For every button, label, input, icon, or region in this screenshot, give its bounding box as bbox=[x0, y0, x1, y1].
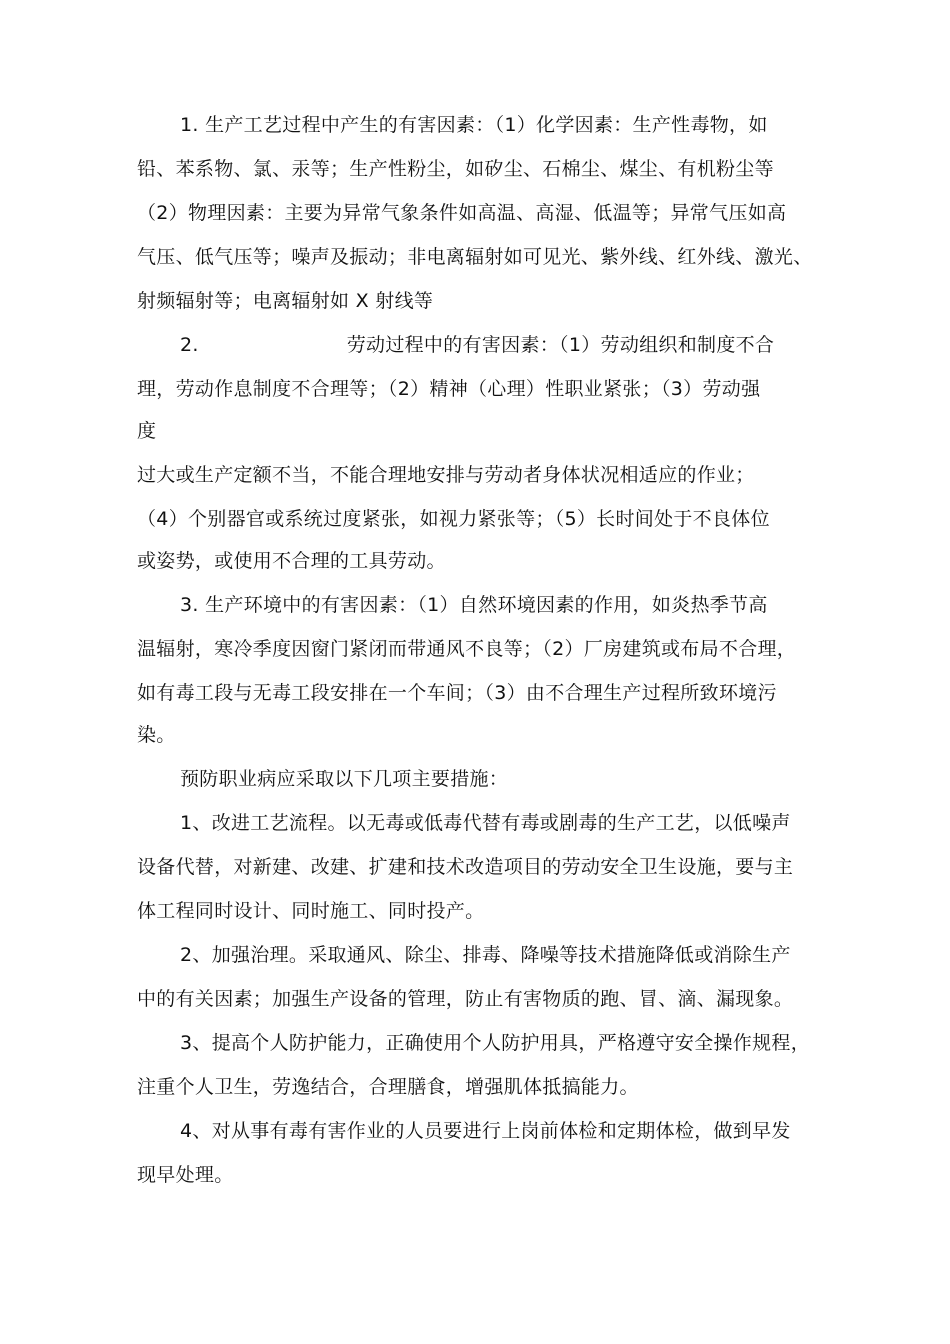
text-line: （4）个别器官或系统过度紧张，如视力紧张等；（5）长时间处于不良体位 bbox=[137, 508, 770, 530]
text-line: 2、加强治理。采取通风、除尘、排毒、降噪等技术措施降低或消除生产 bbox=[180, 944, 791, 966]
text-line: 中的有关因素；加强生产设备的管理，防止有害物质的跑、冒、滴、漏现象。 bbox=[137, 988, 794, 1010]
text-line: 理，劳动作息制度不合理等；（2）精神（心理）性职业紧张；（3）劳动强 bbox=[137, 378, 761, 400]
text-line: 或姿势，或使用不合理的工具劳动。 bbox=[137, 550, 446, 572]
text-line: 体工程同时设计、同时施工、同时投产。 bbox=[137, 900, 485, 922]
text-line: 1. 生产工艺过程中产生的有害因素：（1）化学因素：生产性毒物，如 bbox=[180, 114, 768, 136]
text-line: 3、提高个人防护能力，正确使用个人防护用具，严格遵守安全操作规程， bbox=[180, 1032, 810, 1054]
text-line: 铅、苯系物、氯、汞等；生产性粉尘，如矽尘、石棉尘、煤尘、有机粉尘等 bbox=[137, 158, 774, 180]
text-line: 温辐射，寒冷季度因窗门紧闭而带通风不良等；（2）厂房建筑或布局不合理， bbox=[137, 638, 797, 660]
text-line: 注重个人卫生，劳逸结合，合理膳食，增强肌体抵搞能力。 bbox=[137, 1076, 639, 1098]
text-line: 染。 bbox=[137, 724, 176, 746]
text-line: 3. 生产环境中的有害因素：（1）自然环境因素的作用，如炎热季节高 bbox=[180, 594, 768, 616]
text-line bbox=[180, 332, 774, 358]
text-line: 设备代替，对新建、改建、扩建和技术改造项目的劳动安全卫生设施，要与主 bbox=[137, 856, 794, 878]
text-line: 预防职业病应采取以下几项主要措施： bbox=[180, 768, 509, 790]
text-line: （2）物理因素：主要为异常气象条件如高温、高湿、低温等；异常气压如高 bbox=[137, 202, 787, 224]
section-number: 2. bbox=[180, 334, 199, 356]
section-heading-text: 劳动过程中的有害因素：（1）劳动组织和制度不合 bbox=[346, 334, 775, 356]
text-line: 度 bbox=[137, 420, 157, 442]
text-line: 如有毒工段与无毒工段安排在一个车间；（3）由不合理生产过程所致环境污 bbox=[137, 682, 777, 704]
text-line: 过大或生产定额不当，不能合理地安排与劳动者身体状况相适应的作业； bbox=[137, 464, 755, 486]
text-line: 4、对从事有毒有害作业的人员要进行上岗前体检和定期体检，做到早发 bbox=[180, 1120, 791, 1142]
text-line: 气压、低气压等；噪声及振动；非电离辐射如可见光、紫外线、红外线、激光、 bbox=[137, 246, 813, 268]
text-line: 现早处理。 bbox=[137, 1164, 234, 1186]
text-line: 射频辐射等；电离辐射如 X 射线等 bbox=[137, 290, 434, 312]
text-line: 1、改进工艺流程。以无毒或低毒代替有毒或剧毒的生产工艺，以低噪声 bbox=[180, 812, 791, 834]
